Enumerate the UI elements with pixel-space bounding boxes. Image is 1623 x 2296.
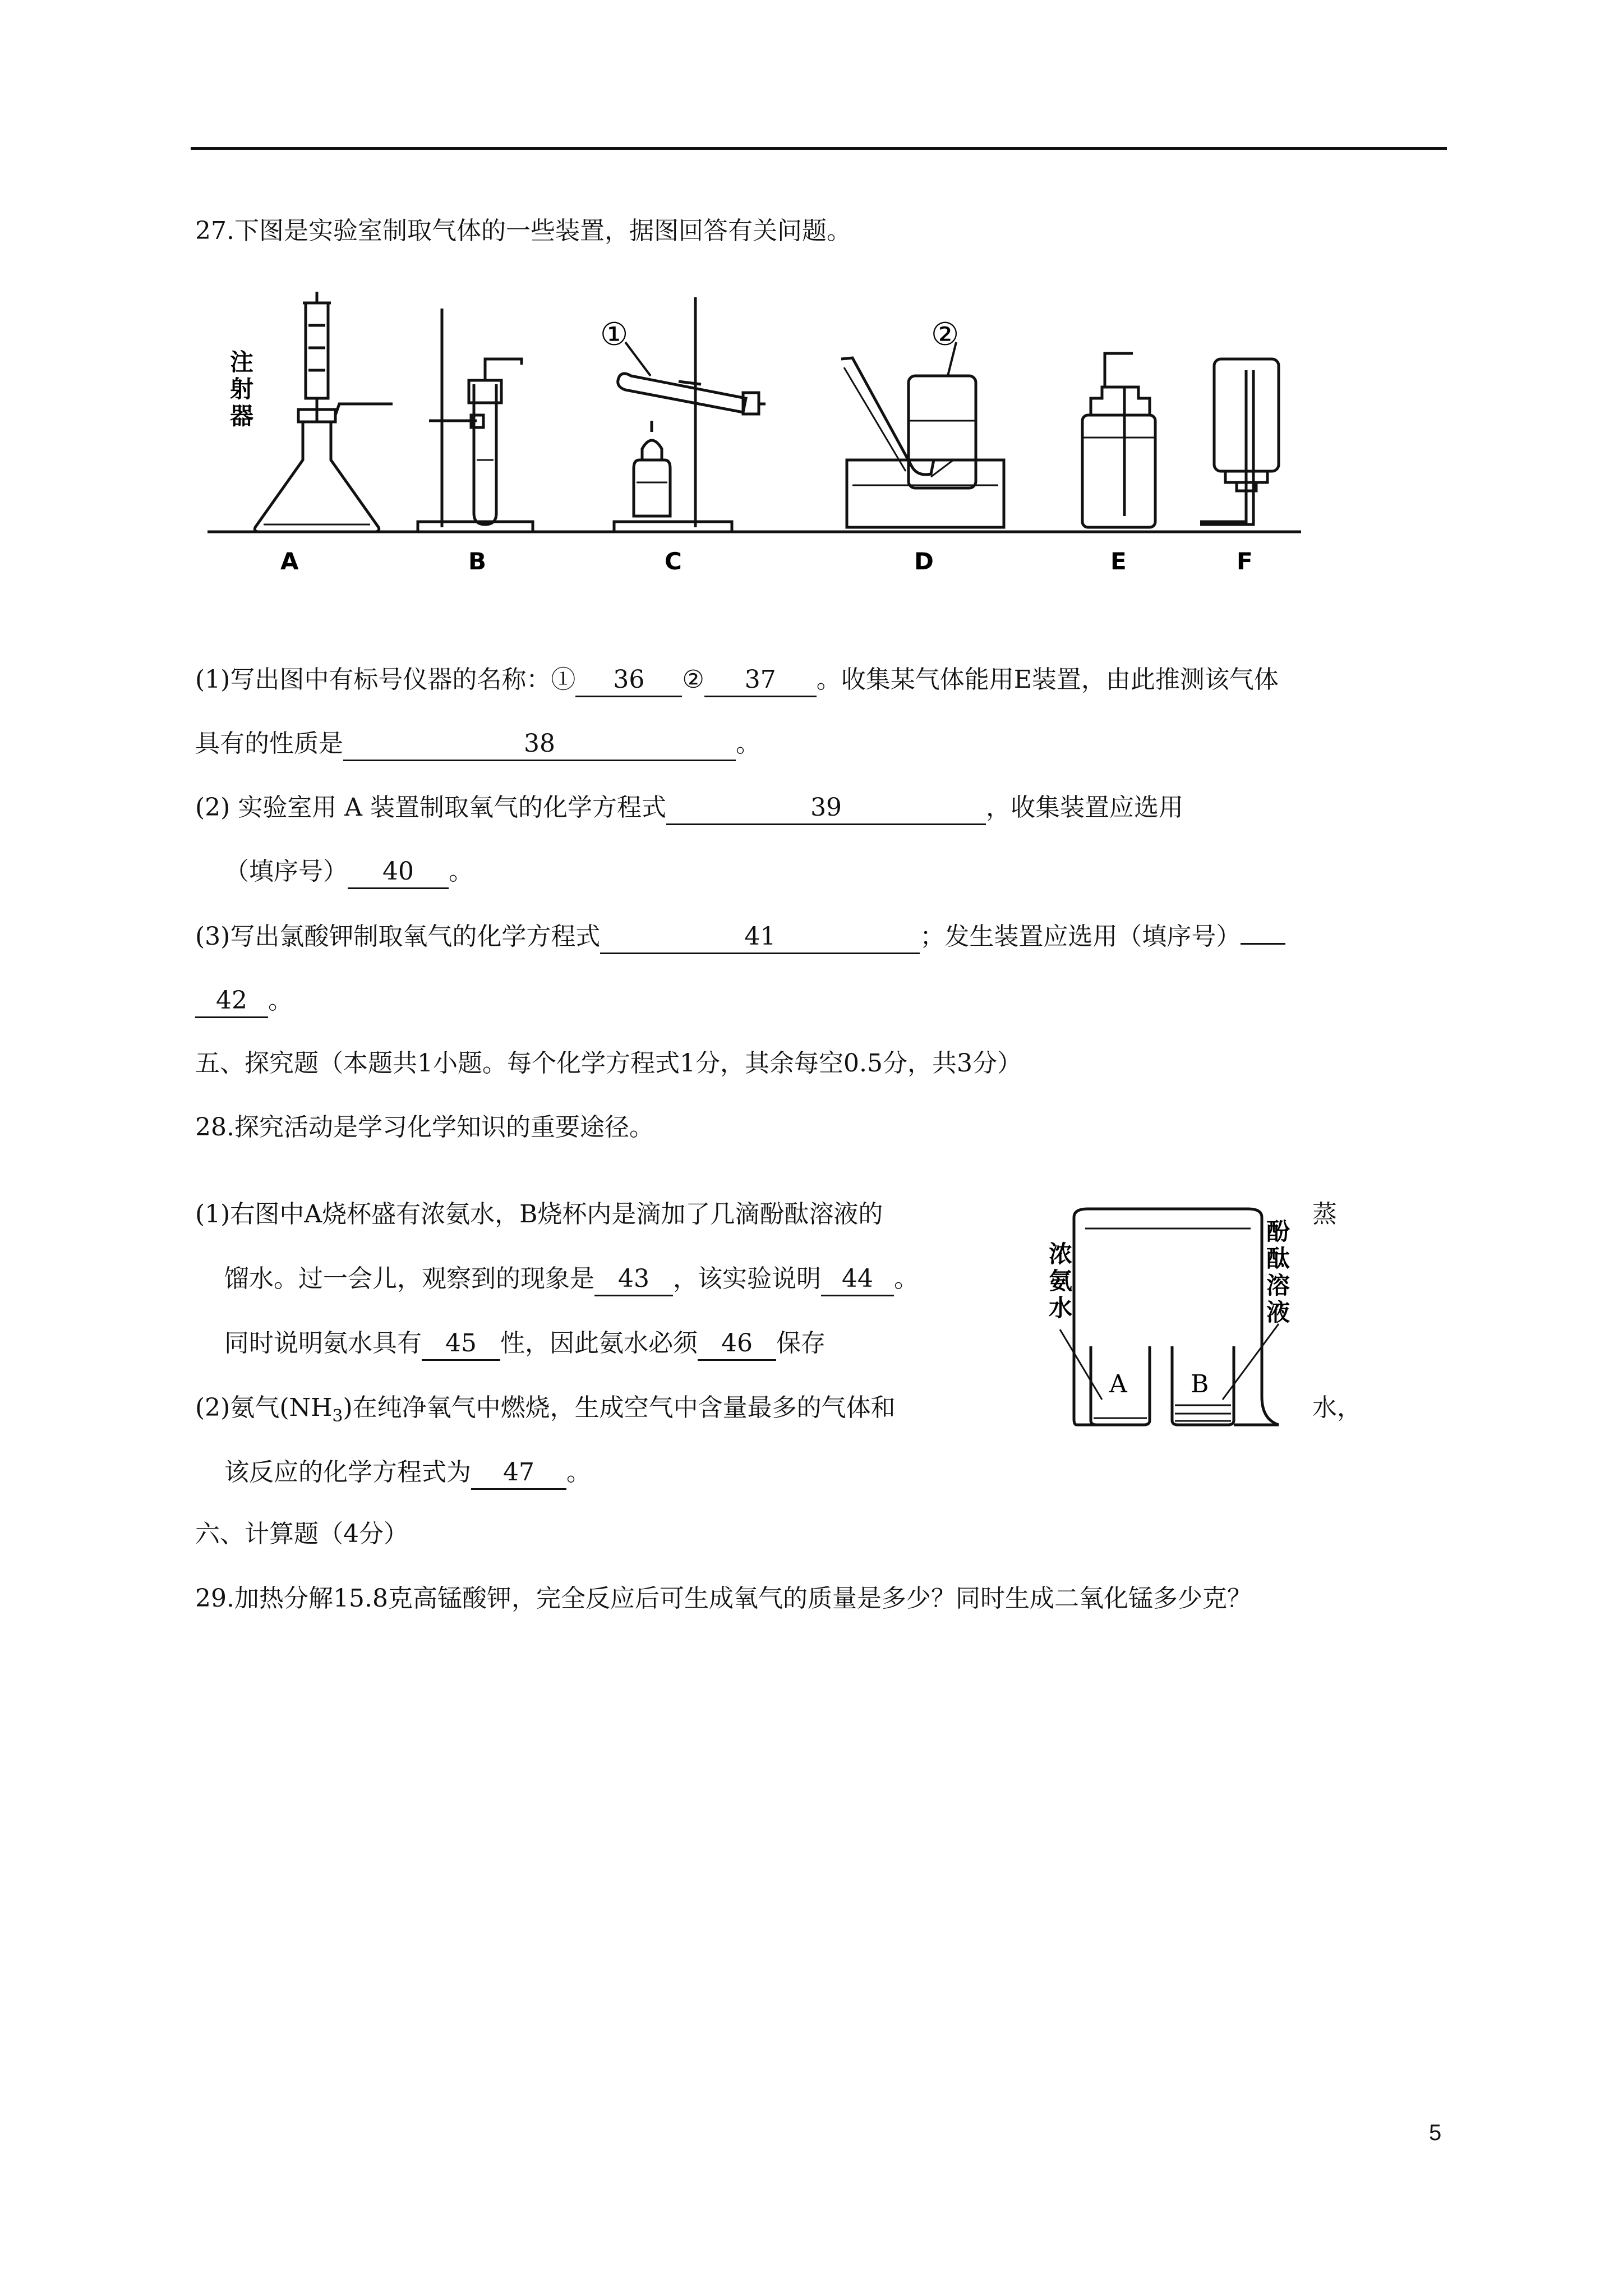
apparatus-a	[255, 292, 393, 532]
apparatus-d	[841, 358, 1004, 527]
page-number: 5	[1429, 2120, 1442, 2145]
beaker-figure	[1049, 1200, 1290, 1436]
q28-stem: 28.探究活动是学习化学知识的重要途径。	[195, 1113, 654, 1142]
q27-part2-cont: （填序号） 40 。	[224, 855, 473, 889]
apparatus-b	[418, 309, 533, 532]
q28-part2-cont: 该反应的化学方程式为 47 。	[224, 1456, 591, 1490]
label-d: D	[914, 547, 934, 575]
q27-part2: (2) 实验室用 A 装置制取氧气的化学方程式 39 ，收集装置应选用	[195, 791, 1183, 825]
blank-46[interactable]: 46	[698, 1328, 776, 1361]
blank-41[interactable]: 41	[600, 921, 920, 954]
blank-43[interactable]: 43	[594, 1263, 673, 1296]
apparatus-f	[1200, 359, 1279, 524]
q27-part1-cont: 具有的性质是 38 。	[195, 727, 760, 761]
label-f: F	[1237, 547, 1253, 575]
apparatus-e	[1082, 353, 1155, 527]
q28-part2: (2)氨气$(NH_3)$在纯净氧气中燃烧，生成空气中含量最多的气体和	[195, 1393, 896, 1426]
ammonia-label-2: 氨	[1049, 1267, 1073, 1295]
blank-39[interactable]: 39	[666, 792, 986, 825]
phenol-label-2: 酞	[1266, 1245, 1290, 1272]
blank-38[interactable]: 38	[343, 728, 736, 761]
beaker-a-label: A	[1109, 1370, 1127, 1398]
label-a: A	[280, 547, 299, 575]
syringe-label-2: 射	[230, 375, 254, 403]
label-c: C	[665, 547, 682, 575]
q27-part1: (1)写出图中有标号仪器的名称：① 36 ② 37 。收集某气体能用E装置，由此推测该气体	[195, 663, 1279, 697]
q28-part1-tail: 蒸	[1312, 1200, 1337, 1228]
header-rule	[191, 147, 1447, 150]
ammonia-label-1: 浓	[1049, 1240, 1073, 1268]
blank-45[interactable]: 45	[422, 1328, 500, 1361]
section-5-heading: 五、探究题（本题共1小题。每个化学方程式1分，其余每空0.5分，共3分）	[195, 1049, 1022, 1078]
q27-stem: 27.下图是实验室制取气体的一些装置，据图回答有关问题。	[195, 217, 851, 245]
phenol-label-1: 酚	[1266, 1218, 1290, 1245]
apparatus-c	[614, 297, 766, 532]
q28-part1-cont: 馏水。过一会儿，观察到的现象是 43 ，该实验说明 44 。	[224, 1262, 919, 1296]
label-e: E	[1110, 547, 1127, 575]
blank-37[interactable]: 37	[704, 664, 817, 697]
blank-44[interactable]: 44	[821, 1263, 894, 1296]
ammonia-label-3: 水	[1049, 1294, 1073, 1322]
q28-part1: (1)右图中A烧杯盛有浓氨水，B烧杯内是滴加了几滴酚酞溶液的	[195, 1200, 883, 1228]
apparatus-figure	[208, 292, 1307, 583]
blank-47[interactable]: 47	[471, 1457, 566, 1490]
section-6-heading: 六、计算题（4分）	[195, 1520, 408, 1548]
q29-stem: 29.加热分解15.8克高锰酸钾，完全反应后可生成氧气的质量是多少？同时生成二氧化锰多少克？	[195, 1584, 1252, 1613]
marker-2: ②	[931, 316, 960, 353]
syringe-label-3: 器	[230, 402, 254, 430]
label-b: B	[468, 547, 487, 575]
q28-part2-tail: 水，	[1312, 1393, 1362, 1422]
blank-36[interactable]: 36	[575, 664, 682, 697]
q27-part3-cont: 42 。	[195, 984, 293, 1018]
blank-40[interactable]: 40	[348, 856, 449, 889]
beaker-b-label: B	[1191, 1370, 1209, 1398]
blank-42-start	[1241, 943, 1285, 945]
blank-42[interactable]: 42	[195, 985, 268, 1018]
phenol-label-4: 液	[1266, 1299, 1290, 1326]
phenol-label-3: 溶	[1266, 1272, 1290, 1299]
q27-part3: (3)写出氯酸钾制取氧气的化学方程式 41 ；发生装置应选用（填序号）	[195, 920, 1285, 954]
q28-part1-cont2: 同时说明氨水具有 45 性，因此氨水必须 46 保存	[224, 1327, 826, 1361]
marker-1: ①	[600, 316, 629, 353]
syringe-label-1: 注	[230, 348, 254, 376]
